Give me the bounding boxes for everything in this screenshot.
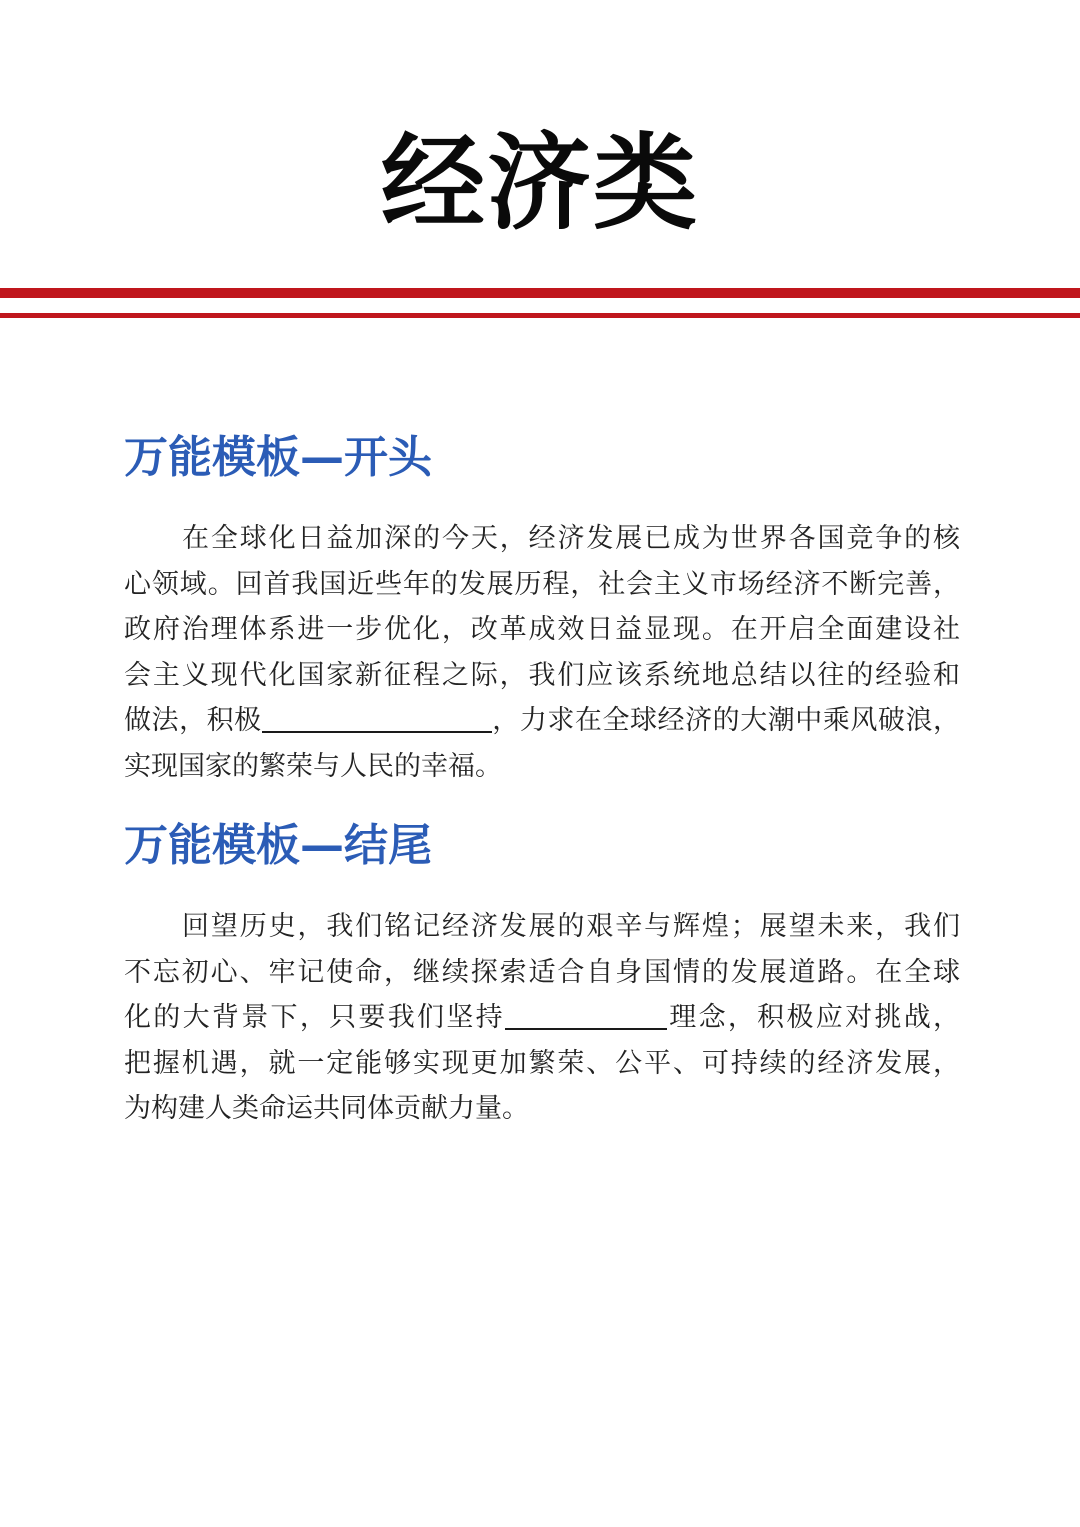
paragraph-line: 会主义现代化国家新征程之际，我们应该系统地总结以往的经验和 [124, 659, 960, 691]
paragraph-line: 把握机遇，就一定能够实现更加繁荣、公平、可持续的经济发展， [124, 1047, 960, 1079]
paragraph-line: 回望历史，我们铭记经济发展的艰辛与辉煌；展望未来，我们 [182, 911, 960, 942]
fill-in-blank [505, 998, 667, 1030]
paragraph-line-with-blank [124, 995, 960, 1041]
page-title: 经济类 [380, 122, 699, 244]
closing-template-paragraph [124, 904, 960, 1132]
red-divider-thick [0, 288, 1080, 298]
opening-template-paragraph [124, 516, 960, 789]
section-heading-closing: 万能模板—结尾 [124, 820, 432, 871]
text-before-blank: 化的大背景下，只要我们坚持 [124, 1002, 505, 1033]
paragraph-line: 政府治理体系进一步优化，改革成效日益显现。在开启全面建设社 [124, 614, 960, 645]
text-before-blank: 做法，积极 [124, 705, 262, 736]
section-heading-opening: 万能模板—开头 [124, 432, 432, 483]
paragraph-line: 实现国家的繁荣与人民的幸福。 [124, 750, 502, 782]
paragraph-line: 为构建人类命运共同体贡献力量。 [124, 1093, 529, 1124]
paragraph-line-with-blank [124, 698, 960, 744]
paragraph-line: 心领域。回首我国近些年的发展历程，社会主义市场经济不断完善， [124, 568, 960, 600]
red-divider-thin [0, 313, 1080, 318]
paragraph-line: 在全球化日益加深的今天，经济发展已成为世界各国竞争的核 [182, 523, 960, 554]
text-after-blank: 理念，积极应对挑战， [666, 1002, 960, 1033]
text-after-blank: ，力求在全球经济的大潮中乘风破浪， [491, 705, 960, 736]
fill-in-blank [262, 701, 492, 733]
paragraph-line: 不忘初心、牢记使命，继续探索适合自身国情的发展道路。在全球 [124, 956, 960, 988]
